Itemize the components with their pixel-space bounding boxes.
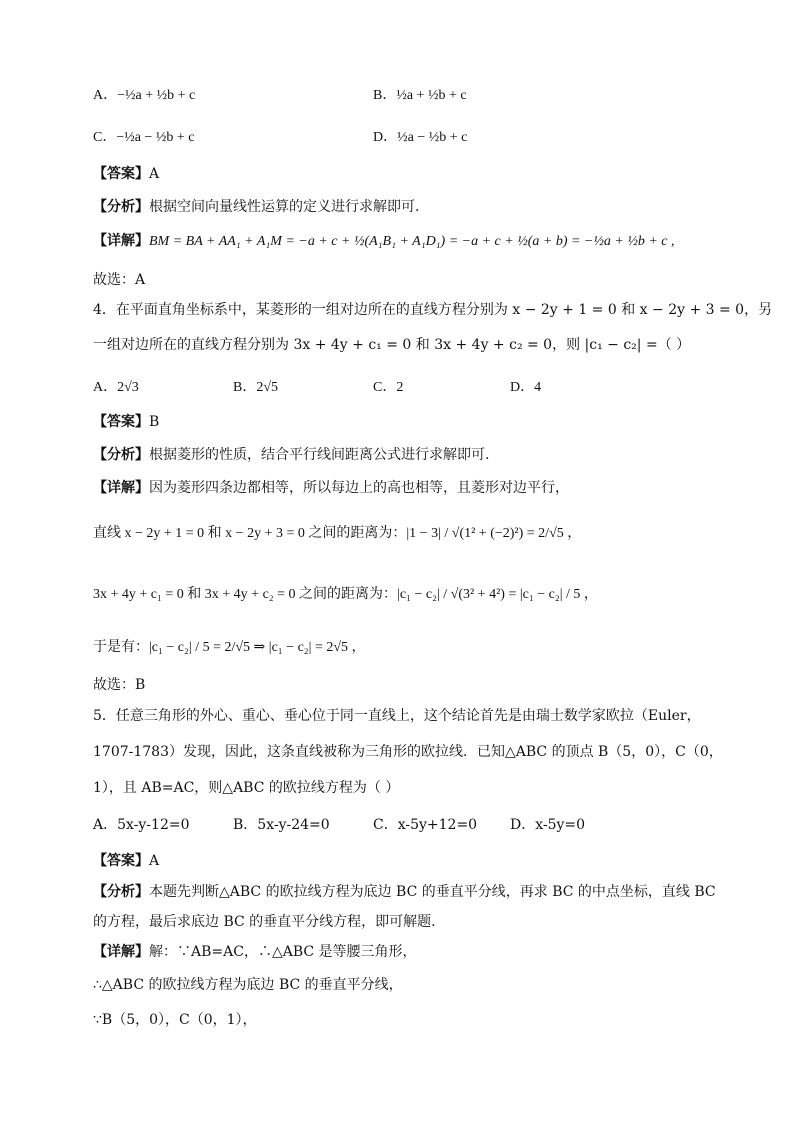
answer-value: B — [149, 414, 160, 430]
q4-analysis — [93, 445, 489, 465]
q5-answer — [93, 851, 159, 871]
option-formula: ½a − ½b + c — [397, 130, 468, 145]
detail-label: 【详解】 — [93, 480, 149, 496]
analysis-label: 【分析】 — [93, 447, 149, 463]
q4-detail — [93, 478, 569, 498]
q3-option-d — [373, 128, 467, 148]
q5-option-c: C．x-5y+12=0 — [373, 817, 478, 833]
q4-option-a: A．2√3 — [93, 380, 139, 395]
q4-distance-2: 3x + 4y + c₁ = 0 和 3x + 4y + c₂ = 0 之间的距离为：|c₁ − c₂| / √(3² + 4²) = |c₁ − c₂| / 5 ， — [93, 587, 598, 602]
q5-detail-line-3: ∵B（5，0），C（0，1）， — [93, 1012, 257, 1028]
q5-analysis-line-1 — [93, 882, 716, 902]
analysis-text: 根据菱形的性质，结合平行线间距离公式进行求解即可. — [149, 447, 490, 463]
q5-stem-line-2: 1707-1783）发现，因此，这条直线被称为三角形的欧拉线．已知△ABC 的顶点 B（5，0），C（0， — [93, 744, 723, 760]
option-letter: C． — [93, 130, 117, 145]
q4-option-d: D．4 — [510, 380, 542, 395]
detail-text: 因为菱形四条边都相等，所以每边上的高也相等，且菱形对边平行， — [149, 480, 569, 496]
option-formula: −½a + ½b + c — [117, 88, 196, 103]
option-letter: D． — [373, 130, 398, 145]
detail-text: 解：∵AB=AC，∴△ABC 是等腰三角形， — [149, 944, 417, 960]
answer-value: A — [149, 166, 160, 182]
answer-label: 【答案】 — [93, 853, 149, 869]
option-letter: A． — [93, 88, 118, 103]
q4-stem-line-2: 一组对边所在的直线方程分别为 3x + 4y + c₁ = 0 和 3x + 4y + c₂ = 0，则 |c₁ − c₂| =（ ） — [93, 337, 691, 353]
answer-value: A — [149, 853, 160, 869]
q3-option-b — [373, 86, 467, 106]
q4-stem-line-1: 4．在平面直角坐标系中，某菱形的一组对边所在的直线方程分别为 x − 2y + 1 = 0 和 x − 2y + 3 = 0，另 — [93, 302, 773, 318]
option-formula: ½a + ½b + c — [396, 88, 467, 103]
q4-result: 于是有：|c₁ − c₂| / 5 = 2/√5 ⇒ |c₁ − c₂| = 2√5 ， — [93, 640, 366, 655]
analysis-label: 【分析】 — [93, 199, 149, 215]
q5-stem-line-1: 5．任意三角形的外心、重心、垂心位于同一直线上，这个结论首先是由瑞士数学家欧拉（Euler， — [93, 708, 701, 724]
q5-detail-line-2: ∴△ABC 的欧拉线方程为底边 BC 的垂直平分线， — [93, 977, 403, 993]
analysis-text: 根据空间向量线性运算的定义进行求解即可. — [149, 199, 420, 215]
q3-choose: 故选：A — [93, 272, 146, 288]
answer-label: 【答案】 — [93, 414, 149, 430]
q3-option-a — [93, 86, 195, 106]
answer-label: 【答案】 — [93, 166, 149, 182]
q4-option-c: C．2 — [373, 380, 404, 395]
q5-option-a: A．5x-y-12=0 — [93, 817, 190, 833]
q5-option-d: D．x-5y=0 — [510, 817, 586, 833]
analysis-label: 【分析】 — [93, 884, 149, 900]
option-formula: −½a − ½b + c — [116, 130, 195, 145]
q3-analysis — [93, 197, 419, 217]
detail-label: 【详解】 — [93, 944, 149, 960]
analysis-text: 本题先判断△ABC 的欧拉线方程为底边 BC 的垂直平分线，再求 BC 的中点坐标，直线 BC — [149, 884, 716, 900]
q5-option-b: B．5x-y-24=0 — [233, 817, 330, 833]
q3-answer — [93, 164, 159, 184]
q4-choose: 故选：B — [93, 677, 146, 693]
q4-option-b: B．2√5 — [233, 380, 279, 395]
q4-distance-1: 直线 x − 2y + 1 = 0 和 x − 2y + 3 = 0 之间的距离为：|1 − 3| / √(1² + (−2)²) = 2/√5 ， — [93, 526, 582, 541]
option-letter: B． — [373, 88, 397, 103]
q5-stem-line-3: 1），且 AB=AC，则△ABC 的欧拉线方程为（ ） — [93, 780, 400, 796]
detail-formula: BM = BA + AA₁ + A₁M = −a + c + ½(A₁B₁ + A₁D₁) = −a + c + ½(a + b) = −½a + ½b + c , — [149, 234, 675, 249]
detail-label: 【详解】 — [93, 234, 149, 249]
q5-detail-line-1 — [93, 942, 417, 962]
q5-analysis-line-2: 的方程，最后求底边 BC 的垂直平分线方程，即可解题. — [93, 914, 436, 930]
q3-detail — [93, 232, 675, 252]
q3-option-c — [93, 128, 194, 148]
q4-answer — [93, 412, 159, 432]
